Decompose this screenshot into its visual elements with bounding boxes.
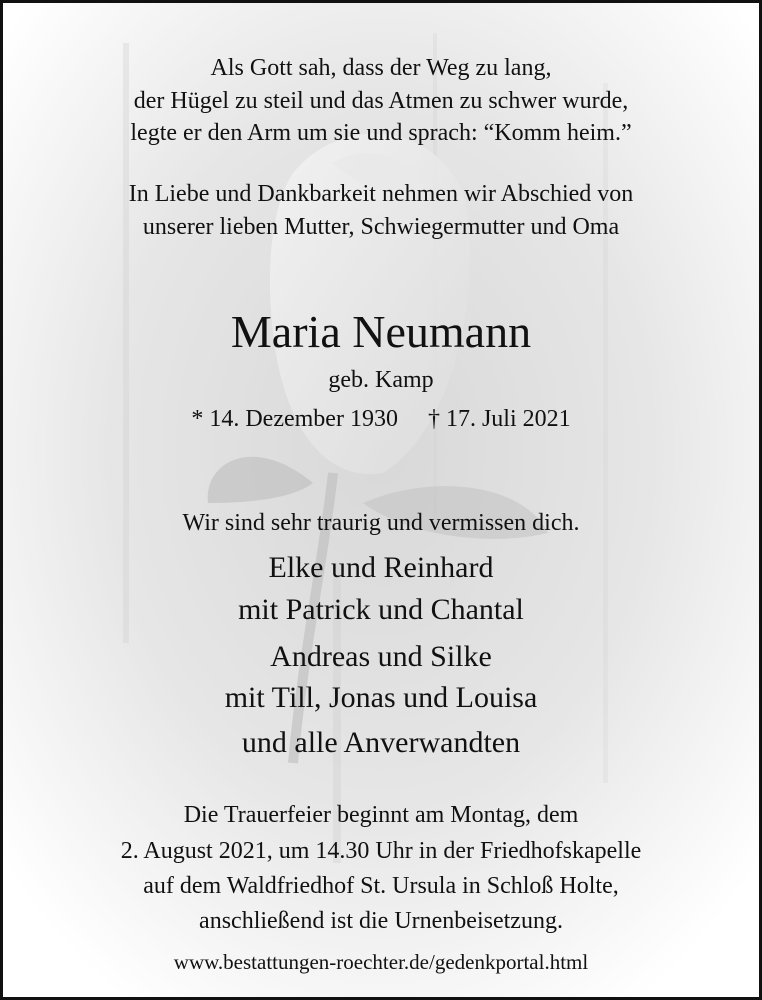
life-dates — [3, 404, 759, 434]
poem-line: Als Gott sah, dass der Weg zu lang, — [210, 55, 552, 81]
deceased-name: Maria Neumann — [230, 306, 532, 357]
family-line: mit Till, Jonas und Louisa — [224, 681, 538, 714]
website-link[interactable]: www.bestattungen-roechter.de/gedenkportal.html — [173, 950, 589, 974]
family-line: Andreas und Silke — [270, 640, 492, 673]
poem-line: legte er den Arm um sie und sprach: “Komm heim.” — [130, 120, 632, 146]
birth-date: * 14. Dezember 1930 — [191, 406, 398, 432]
obituary-text — [3, 3, 759, 997]
ceremony-line: auf dem Waldfriedhof St. Ursula in Schloß Holte, — [143, 873, 619, 899]
family-line: mit Patrick und Chantal — [238, 593, 524, 626]
ceremony-line: Die Trauerfeier beginnt am Montag, dem — [183, 802, 579, 828]
family-line: und alle Anverwandten — [241, 726, 521, 759]
family-line: Elke und Reinhard — [268, 551, 494, 584]
mourning-line: Wir sind sehr traurig und vermissen dich. — [182, 510, 580, 536]
ceremony-line: anschließend ist die Urnenbeisetzung. — [199, 908, 563, 934]
maiden-name: geb. Kamp — [328, 367, 434, 393]
intro-line: In Liebe und Dankbarkeit nehmen wir Abschied von — [128, 181, 634, 207]
intro-line: unserer lieben Mutter, Schwiegermutter und Oma — [142, 214, 620, 240]
death-date: † 17. Juli 2021 — [427, 406, 571, 432]
ceremony-line: 2. August 2021, um 14.30 Uhr in der Friedhofskapelle — [120, 838, 642, 864]
poem-line: der Hügel zu steil und das Atmen zu schwer wurde, — [133, 88, 629, 114]
